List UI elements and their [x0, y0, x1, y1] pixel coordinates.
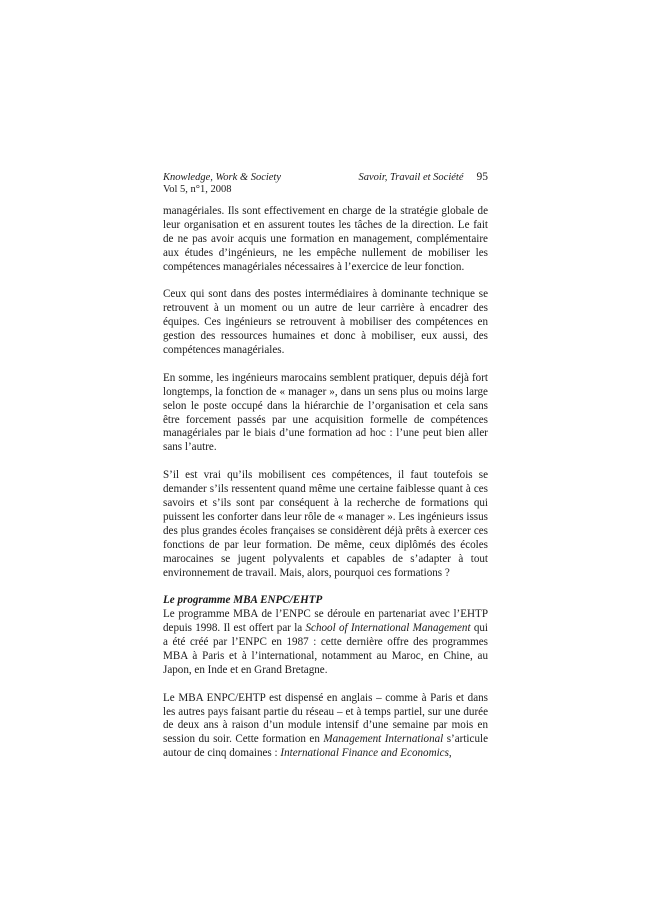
paragraph-6-emphasis-2: International Finance and Economics	[280, 747, 449, 760]
paragraph-6-part-b: s’articule autour de cinq domaines :	[163, 733, 488, 760]
paragraph-6-part-c: ,	[448, 747, 452, 760]
running-header	[163, 171, 488, 196]
page-number: 95	[476, 171, 488, 183]
paragraph-5-emphasis: School of International Management	[305, 622, 471, 635]
section-heading: Le programme MBA ENPC/EHTP	[163, 594, 323, 607]
paragraph-5-part-a: Le programme MBA de l’ENPC se déroule en partenariat avec l’EHTP depuis 1998. Il est offert par la	[163, 608, 488, 635]
paragraph-3: En somme, les ingénieurs marocains semblent pratiquer, depuis déjà fort longtemps, la fonction de « manager », dans un sens plus ou moins large selon le poste occupé dans la hiérarchie de l’organisation et cela sans être forcement passés par une acquisition formelle de compétences managériales par le biais d’une formation ad hoc : l’une peut bien aller sans l’autre.	[163, 371, 488, 454]
paragraph-6-part-a: Le MBA ENPC/EHTP est dispensé en anglais – comme à Paris et dans les autres pays faisant partie du réseau – et à temps partiel, sur une durée de deux ans à raison d’un module intensif d’une semaine par mois en session du soir. Cette formation en	[163, 691, 488, 746]
paragraph-6-emphasis-1: Management International	[323, 733, 444, 746]
header-row-bottom	[163, 184, 488, 196]
journal-title-english: Knowledge, Work & Society	[163, 172, 282, 183]
paragraph-6	[163, 692, 488, 762]
header-row-top	[163, 171, 488, 184]
paragraph-2: Ceux qui sont dans des postes intermédiaires à dominante technique se retrouvent à un moment ou un autre de leur carrière à encadrer des équipes. Ces ingénieurs se retrouvent à mobiliser des compétences en gestion des ressources humaines et donc à mobiliser, eux aussi, des compétences managériales.	[163, 288, 488, 357]
header-right	[359, 171, 489, 184]
body-text	[163, 205, 488, 775]
journal-title-french: Savoir, Travail et Société	[358, 172, 464, 183]
paragraph-4: S’il est vrai qu’ils mobilisent ces compétences, il faut toutefois se demander s’ils ressentent quand même une certaine faiblesse quant à ces savoirs et s’ils sont par conséquent à la recherche de formations qui puissent les conforter dans leur rôle de « manager ». Les ingénieurs issus des plus grandes écoles françaises se considèrent déjà prêts à exercer ces fonctions de par leur formation. De même, ceux diplômés des écoles marocaines se jugent polyvalents et capables de s’adapter à tout environnement de travail. Mais, alors, pourquoi ces formations ?	[163, 469, 488, 579]
volume-info: Vol 5, n°1, 2008	[163, 184, 232, 195]
paragraph-5-part-b: qui a été créé par l’ENPC en 1987 : cette dernière offre des programmes MBA à Paris et à l’international, notamment au Maroc, en Chine, au Japon, en Inde et en Grand Bretagne.	[163, 622, 489, 676]
paragraph-5	[163, 608, 488, 678]
paragraph-1: managériales. Ils sont effectivement en charge de la stratégie globale de leur organisation et en assurent toutes les tâches de la direction. Le fait de ne pas avoir acquis une formation en management, complémentaire aux études d’ingénieurs, ne les empêche nullement de mobiliser les compétences managériales nécessaires à l’exercice de leur fonction.	[163, 205, 488, 273]
